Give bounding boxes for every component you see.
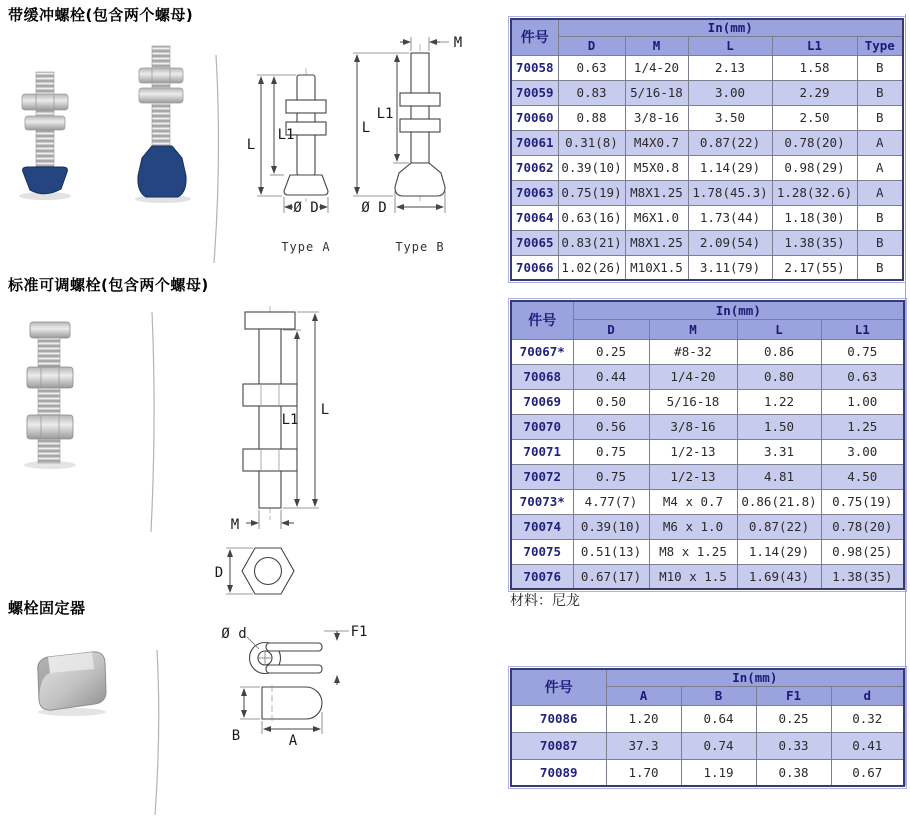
value-cell: 0.86(21.8) (737, 489, 821, 514)
value-cell: 0.63 (558, 55, 625, 80)
table-row (511, 564, 904, 589)
part-number-cell: 70059 (511, 80, 558, 105)
part-number-cell: 70069 (511, 389, 573, 414)
dim-B-holder: B (231, 728, 241, 744)
col-header-d: D (573, 319, 649, 339)
material-note: 材料：尼龙 (510, 593, 580, 609)
value-cell: 1/4-20 (625, 55, 688, 80)
value-cell: 0.33 (756, 732, 831, 759)
col-header-m: M (649, 319, 737, 339)
value-cell: 2.09(54) (688, 230, 772, 255)
value-cell: M4 x 0.7 (649, 489, 737, 514)
value-cell: 1.25 (821, 414, 904, 439)
value-cell: 1.19 (681, 759, 756, 786)
value-cell: A (857, 180, 903, 205)
holder-drawing (221, 624, 367, 749)
bolt-blue-foot (23, 167, 68, 194)
value-cell: 0.50 (573, 389, 649, 414)
table-row (511, 759, 904, 786)
value-cell: 0.63(16) (558, 205, 625, 230)
dim-OD-typeB: Ø D (361, 200, 387, 216)
value-cell: 0.86 (737, 339, 821, 364)
value-cell: M4X0.7 (625, 130, 688, 155)
dim-L-adjust: L (320, 402, 330, 418)
part-number-cell: 70087 (511, 732, 606, 759)
table-row (511, 489, 904, 514)
unit-header: In(mm) (558, 19, 903, 36)
unit-header: In(mm) (606, 669, 904, 686)
dim-L1-typeA: L1 (277, 127, 295, 143)
value-cell: 0.78(20) (772, 130, 857, 155)
value-cell: 1.38(35) (772, 230, 857, 255)
value-cell: 0.75(19) (558, 180, 625, 205)
table-row (511, 180, 903, 205)
part-number-cell: 70065 (511, 230, 558, 255)
value-cell: 1.58 (772, 55, 857, 80)
col-header-type: Type (857, 36, 903, 55)
part-number-cell: 70060 (511, 105, 558, 130)
value-cell: M8 x 1.25 (649, 539, 737, 564)
value-cell: 0.83(21) (558, 230, 625, 255)
dim-M-typeB: M (453, 35, 463, 51)
dim-OD-typeA: Ø D (293, 200, 319, 216)
value-cell: 0.83 (558, 80, 625, 105)
value-cell: 4.77(7) (573, 489, 649, 514)
part-number-cell: 70071 (511, 439, 573, 464)
dim-L1-adjust: L1 (281, 412, 299, 428)
value-cell: B (857, 230, 903, 255)
section-buffer-bolt-heading: 带缓冲螺栓(包含两个螺母) (8, 6, 194, 24)
value-cell: 0.75 (573, 464, 649, 489)
value-cell: 0.41 (831, 732, 904, 759)
bolt-blue-tip (138, 146, 186, 197)
dim-D-adjust: D (214, 565, 224, 581)
value-cell: 0.75(19) (821, 489, 904, 514)
value-cell: B (857, 205, 903, 230)
value-cell: 0.51(13) (573, 539, 649, 564)
col-header-m: M (625, 36, 688, 55)
value-cell: 0.78(20) (821, 514, 904, 539)
part-number-cell: 70086 (511, 705, 606, 732)
value-cell: 0.44 (573, 364, 649, 389)
value-cell: 1/2-13 (649, 439, 737, 464)
table-row (511, 705, 904, 732)
part-number-cell: 70074 (511, 514, 573, 539)
col-header-l: L (737, 319, 821, 339)
value-cell: 1.18(30) (772, 205, 857, 230)
value-cell: 0.88 (558, 105, 625, 130)
value-cell: 1.20 (606, 705, 681, 732)
buffer-bolt-photo (19, 46, 218, 263)
dim-L-typeB: L (361, 120, 371, 136)
value-cell: B (857, 255, 903, 280)
table-row (511, 539, 904, 564)
value-cell: 0.87(22) (688, 130, 772, 155)
part-number-cell: 70068 (511, 364, 573, 389)
table-row (511, 389, 904, 414)
value-cell: 4.50 (821, 464, 904, 489)
section-adjust-bolt-heading: 标准可调螺栓(包含两个螺母) (8, 276, 209, 294)
table-row (511, 514, 904, 539)
col-header-f1: F1 (756, 686, 831, 705)
value-cell: 3.00 (688, 80, 772, 105)
value-cell: 1.38(35) (821, 564, 904, 589)
table-row (511, 364, 904, 389)
value-cell: 0.63 (821, 364, 904, 389)
value-cell: A (857, 155, 903, 180)
table-row (511, 205, 903, 230)
holder-table (510, 668, 905, 787)
dim-M-adjust: M (230, 517, 240, 533)
part-number-cell: 70076 (511, 564, 573, 589)
value-cell: 1.14(29) (688, 155, 772, 180)
value-cell: 3.00 (821, 439, 904, 464)
holder-photo (38, 650, 159, 815)
value-cell: 0.38 (756, 759, 831, 786)
value-cell: M10 x 1.5 (649, 564, 737, 589)
value-cell: 0.67 (831, 759, 904, 786)
unit-header: In(mm) (573, 301, 904, 319)
part-col-header: 件号 (511, 301, 573, 339)
dim-F1-holder: F1 (350, 624, 368, 640)
value-cell: M6X1.0 (625, 205, 688, 230)
value-cell: A (857, 130, 903, 155)
col-header-l1: L1 (821, 319, 904, 339)
dim-Od-holder: Ø d (221, 626, 247, 642)
type-a-label: Type A (281, 240, 331, 254)
part-number-cell: 70062 (511, 155, 558, 180)
value-cell: #8-32 (649, 339, 737, 364)
value-cell: 1/2-13 (649, 464, 737, 489)
col-header-d: d (831, 686, 904, 705)
table-row (511, 464, 904, 489)
value-cell: 3/8-16 (625, 105, 688, 130)
value-cell: 0.87(22) (737, 514, 821, 539)
value-cell: 1.73(44) (688, 205, 772, 230)
value-cell: 0.25 (573, 339, 649, 364)
value-cell: M10X1.5 (625, 255, 688, 280)
value-cell: M8X1.25 (625, 180, 688, 205)
value-cell: 1/4-20 (649, 364, 737, 389)
value-cell: M6 x 1.0 (649, 514, 737, 539)
buffer-bolt-table (510, 18, 904, 281)
part-number-cell: 70067* (511, 339, 573, 364)
value-cell: 2.13 (688, 55, 772, 80)
table-row (511, 439, 904, 464)
col-header-l1: L1 (772, 36, 857, 55)
dim-L-typeA: L (246, 137, 256, 153)
part-number-cell: 70073* (511, 489, 573, 514)
value-cell: 0.74 (681, 732, 756, 759)
part-number-cell: 70058 (511, 55, 558, 80)
table-row (511, 105, 903, 130)
value-cell: 0.56 (573, 414, 649, 439)
part-col-header: 件号 (511, 669, 606, 705)
value-cell: 2.29 (772, 80, 857, 105)
buffer-bolt-drawing (247, 35, 462, 254)
value-cell: 1.22 (737, 389, 821, 414)
part-number-cell: 70061 (511, 130, 558, 155)
value-cell: 1.70 (606, 759, 681, 786)
value-cell: 3/8-16 (649, 414, 737, 439)
table-row (511, 255, 903, 280)
table-row (511, 155, 903, 180)
table-row (511, 414, 904, 439)
value-cell: 1.02(26) (558, 255, 625, 280)
value-cell: 0.64 (681, 705, 756, 732)
value-cell: 0.39(10) (573, 514, 649, 539)
col-header-l: L (688, 36, 772, 55)
value-cell: B (857, 105, 903, 130)
value-cell: 3.50 (688, 105, 772, 130)
value-cell: 4.81 (737, 464, 821, 489)
value-cell: M8X1.25 (625, 230, 688, 255)
part-number-cell: 70066 (511, 255, 558, 280)
table-row (511, 130, 903, 155)
page-edge-line (905, 14, 906, 786)
dim-A-holder: A (288, 733, 298, 749)
table-row (511, 339, 904, 364)
value-cell: B (857, 80, 903, 105)
col-header-a: A (606, 686, 681, 705)
value-cell: 1.78(45.3) (688, 180, 772, 205)
col-header-d: D (558, 36, 625, 55)
value-cell: 5/16-18 (625, 80, 688, 105)
value-cell: 1.00 (821, 389, 904, 414)
adjust-bolt-table (510, 300, 905, 590)
table-row (511, 55, 903, 80)
table-row (511, 80, 903, 105)
part-number-cell: 70064 (511, 205, 558, 230)
adjust-bolt-drawing (215, 306, 329, 594)
part-number-cell: 70089 (511, 759, 606, 786)
value-cell: 3.11(79) (688, 255, 772, 280)
value-cell: 37.3 (606, 732, 681, 759)
value-cell: 1.28(32.6) (772, 180, 857, 205)
value-cell: 0.67(17) (573, 564, 649, 589)
value-cell: M5X0.8 (625, 155, 688, 180)
part-number-cell: 70070 (511, 414, 573, 439)
part-col-header: 件号 (511, 19, 558, 55)
value-cell: 1.14(29) (737, 539, 821, 564)
value-cell: 0.75 (573, 439, 649, 464)
value-cell: 0.31(8) (558, 130, 625, 155)
value-cell: 1.50 (737, 414, 821, 439)
value-cell: B (857, 55, 903, 80)
value-cell: 1.69(43) (737, 564, 821, 589)
part-number-cell: 70075 (511, 539, 573, 564)
type-b-label: Type B (395, 240, 445, 254)
section-holder-heading: 螺栓固定器 (8, 599, 86, 617)
table-row (511, 732, 904, 759)
value-cell: 0.98(25) (821, 539, 904, 564)
table-row (511, 230, 903, 255)
value-cell: 0.75 (821, 339, 904, 364)
value-cell: 3.31 (737, 439, 821, 464)
value-cell: 2.17(55) (772, 255, 857, 280)
value-cell: 5/16-18 (649, 389, 737, 414)
value-cell: 0.39(10) (558, 155, 625, 180)
value-cell: 0.25 (756, 705, 831, 732)
dim-L1-typeB: L1 (376, 106, 394, 122)
adjust-bolt-photo (24, 312, 154, 532)
col-header-b: B (681, 686, 756, 705)
part-number-cell: 70063 (511, 180, 558, 205)
value-cell: 2.50 (772, 105, 857, 130)
value-cell: 0.98(29) (772, 155, 857, 180)
value-cell: 0.32 (831, 705, 904, 732)
part-number-cell: 70072 (511, 464, 573, 489)
value-cell: 0.80 (737, 364, 821, 389)
